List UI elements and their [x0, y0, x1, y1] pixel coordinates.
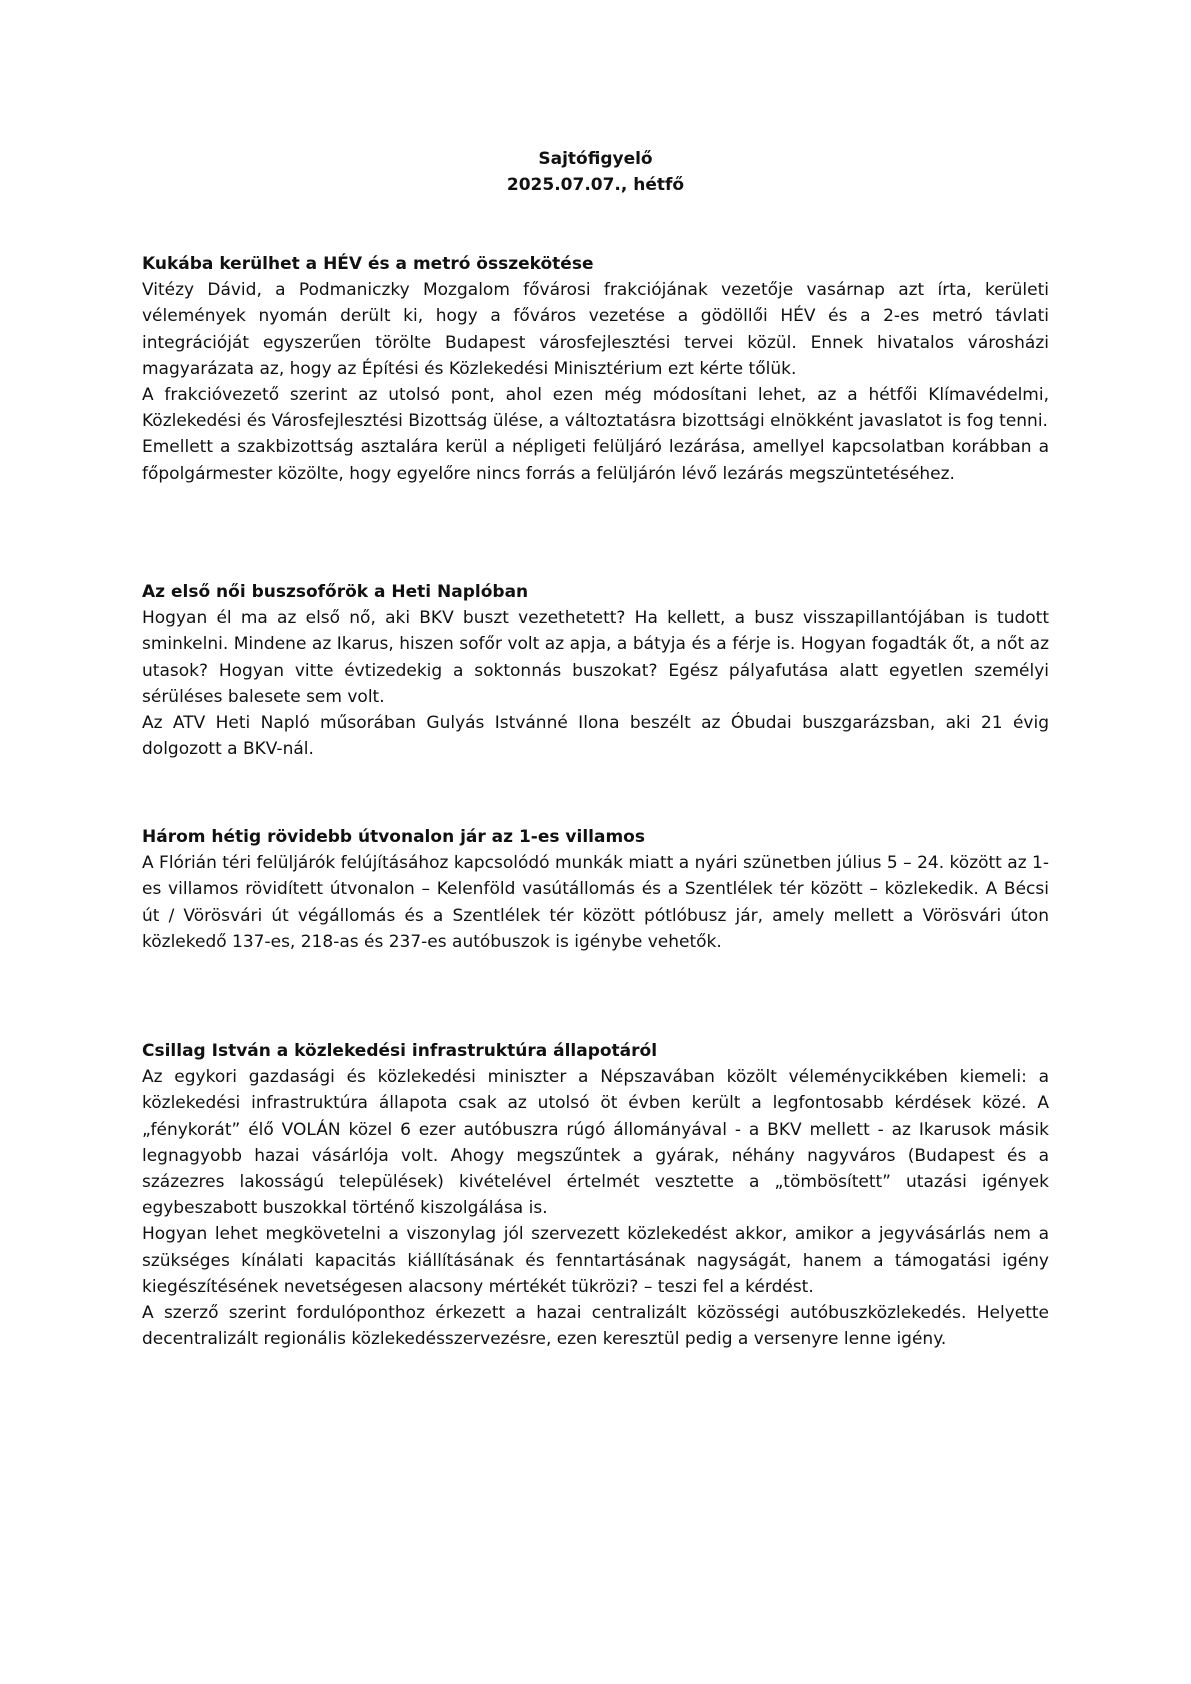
article: [142, 579, 1049, 762]
article-paragraph: Hogyan lehet megkövetelni a viszonylag jól szervezett közlekedést akkor, amikor a jegyvásárlás nem a szükséges kínálati kapacitás kiállításának és fenntartásának nagyságát, hanem a támogatási igény kiegészítésének nevetségesen alacsony mértékét tükrözi? – teszi fel a kérdést.: [142, 1224, 1049, 1297]
article-title: Három hétig rövidebb útvonalon jár az 1-es villamos: [142, 827, 645, 847]
document-date: 2025.07.07., hétfő: [506, 175, 685, 195]
article-paragraph: A frakcióvezető szerint az utolsó pont, ahol ezen még módosítani lehet, az a hétfői Klímavédelmi, Közlekedési és Városfejlesztési Bizottság ülése, a változtatásra bizottsági elnökként javaslatot is fog tenni.: [142, 385, 1049, 432]
article-paragraph: Emellett a szakbizottság asztalára kerül a népligeti felüljáró lezárása, amellyel kapcsolatban korábban a főpolgármester közölte, hogy egyelőre nincs forrás a felüljárón lévő lezárás megszüntetéséhez.: [142, 437, 1049, 484]
article-paragraph: Hogyan él ma az első nő, aki BKV buszt vezethetett? Ha kellett, a busz visszapillantójában is tudott sminkelni. Mindene az Ikarus, hiszen sofőr volt az apja, a bátyja és a férje is. Hogyan fogadták őt, a nőt az utasok? Hogyan vitte évtizedekig a soktonnás buszokat? Egész pályafutása alatt egyetlen személyi sérüléses balesete sem volt.: [142, 608, 1049, 707]
article: [142, 824, 1049, 955]
article: [142, 251, 1049, 487]
article-paragraph: Az egykori gazdasági és közlekedési miniszter a Népszavában közölt véleménycikkében kiemeli: a közlekedési infrastruktúra állapota csak az utolsó öt évben került a legfontosabb kérdések közé. A „fénykorát” élő VOLÁN közel 6 ezer autóbuszra rúgó állományával - a BKV mellett - az Ikarusok másik legnagyobb hazai vásárlója volt. Ahogy megszűntek a gyárak, néhány nagyváros (Budapest és a százezres lakosságú települések) kivételével értelmét vesztette a „tömbösített” utazási igények egybeszabott buszokkal történő kiszolgálása is.: [142, 1067, 1049, 1219]
article-paragraph: Az ATV Heti Napló műsorában Gulyás Istvánné Ilona beszélt az Óbudai buszgarázsban, aki 21 évig dolgozott a BKV-nál.: [142, 713, 1049, 760]
article-title: Csillag István a közlekedési infrastruktúra állapotáról: [142, 1041, 658, 1061]
article-title: Az első női buszsofőrök a Heti Naplóban: [142, 582, 529, 602]
article: [142, 1038, 1049, 1352]
article-title: Kukába kerülhet a HÉV és a metró összekötése: [142, 254, 594, 274]
article-paragraph: A Flórián téri felüljárók felújításához kapcsolódó munkák miatt a nyári szünetben július 5 – 24. között az 1-es villamos rövidített útvonalon – Kelenföld vasútállomás és a Szentlélek tér között – közlekedik. A Bécsi út / Vörösvári út végállomás és a Szentlélek tér között pótlóbusz jár, amely mellett a Vörösvári úton közlekedő 137-es, 218-as és 237-es autóbuszok is igénybe vehetők.: [142, 853, 1049, 952]
document-header: [0, 146, 1191, 198]
article-paragraph: A szerző szerint fordulóponthoz érkezett a hazai centralizált közösségi autóbuszközlekedés. Helyette decentralizált regionális közlekedésszervezésre, ezen keresztül pedig a versenyre lenne igény.: [142, 1303, 1049, 1350]
article-paragraph: Vitézy Dávid, a Podmaniczky Mozgalom fővárosi frakciójának vezetője vasárnap azt írta, kerületi vélemények nyomán derült ki, hogy a főváros vezetése a gödöllői HÉV és a 2-es metró távlati integrációját egyszerűen törölte Budapest városfejlesztési tervei közül. Ennek hivatalos városházi magyarázata az, hogy az Építési és Közlekedési Minisztérium ezt kérte tőlük.: [142, 280, 1049, 379]
document-title: Sajtófigyelő: [538, 149, 653, 169]
